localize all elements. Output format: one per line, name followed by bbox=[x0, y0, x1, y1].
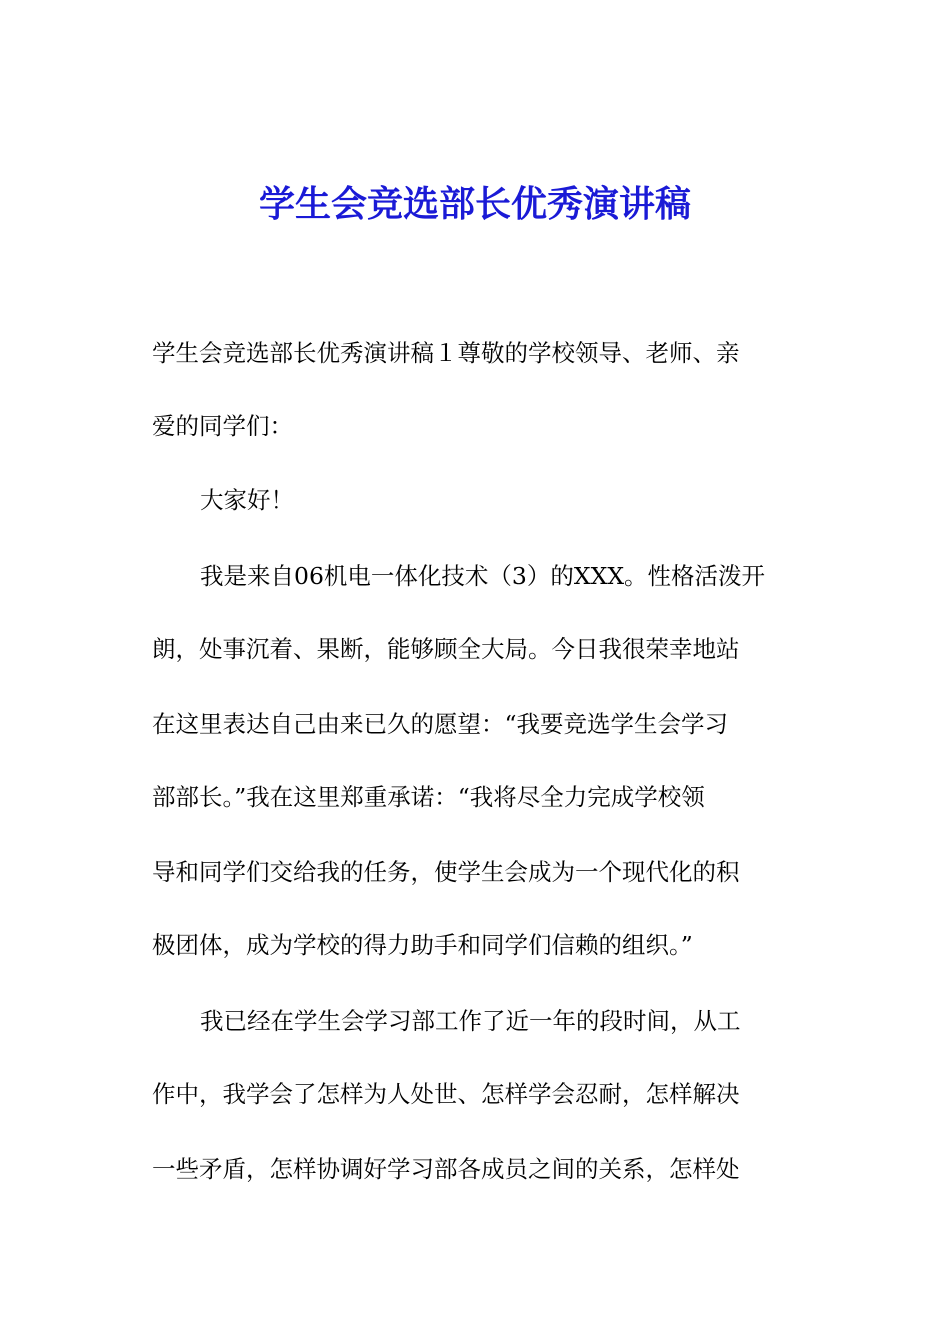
text-line: 在这里表达自己由来已久的愿望：“我要竞选学生会学习 bbox=[152, 710, 729, 738]
document-title: 学生会竞选部长优秀演讲稿 bbox=[258, 183, 691, 225]
text-line: 学生会竞选部长优秀演讲稿１尊敬的学校领导、老师、亲 bbox=[152, 339, 740, 367]
text-line: 极团体，成为学校的得力助手和同学们信赖的组织。” bbox=[152, 931, 693, 959]
text-line: 作中，我学会了怎样为人处世、怎样学会忍耐，怎样解决 bbox=[152, 1080, 740, 1108]
text-line: 导和同学们交给我的任务，使学生会成为一个现代化的积 bbox=[152, 858, 740, 886]
text-line: 我是来自06机电一体化技术（3）的XXX。性格活泼开 bbox=[200, 562, 766, 590]
text-line: 大家好！ bbox=[200, 486, 294, 514]
text-line: 我已经在学生会学习部工作了近一年的段时间，从工 bbox=[200, 1007, 741, 1035]
text-line: 一些矛盾，怎样协调好学习部各成员之间的关系，怎样处 bbox=[152, 1155, 740, 1183]
text-line: 部部长。”我在这里郑重承诺：“我将尽全力完成学校领 bbox=[152, 783, 705, 811]
text-line: 朗，处事沉着、果断，能够顾全大局。今日我很荣幸地站 bbox=[152, 635, 740, 663]
text-line: 爱的同学们： bbox=[152, 412, 293, 440]
